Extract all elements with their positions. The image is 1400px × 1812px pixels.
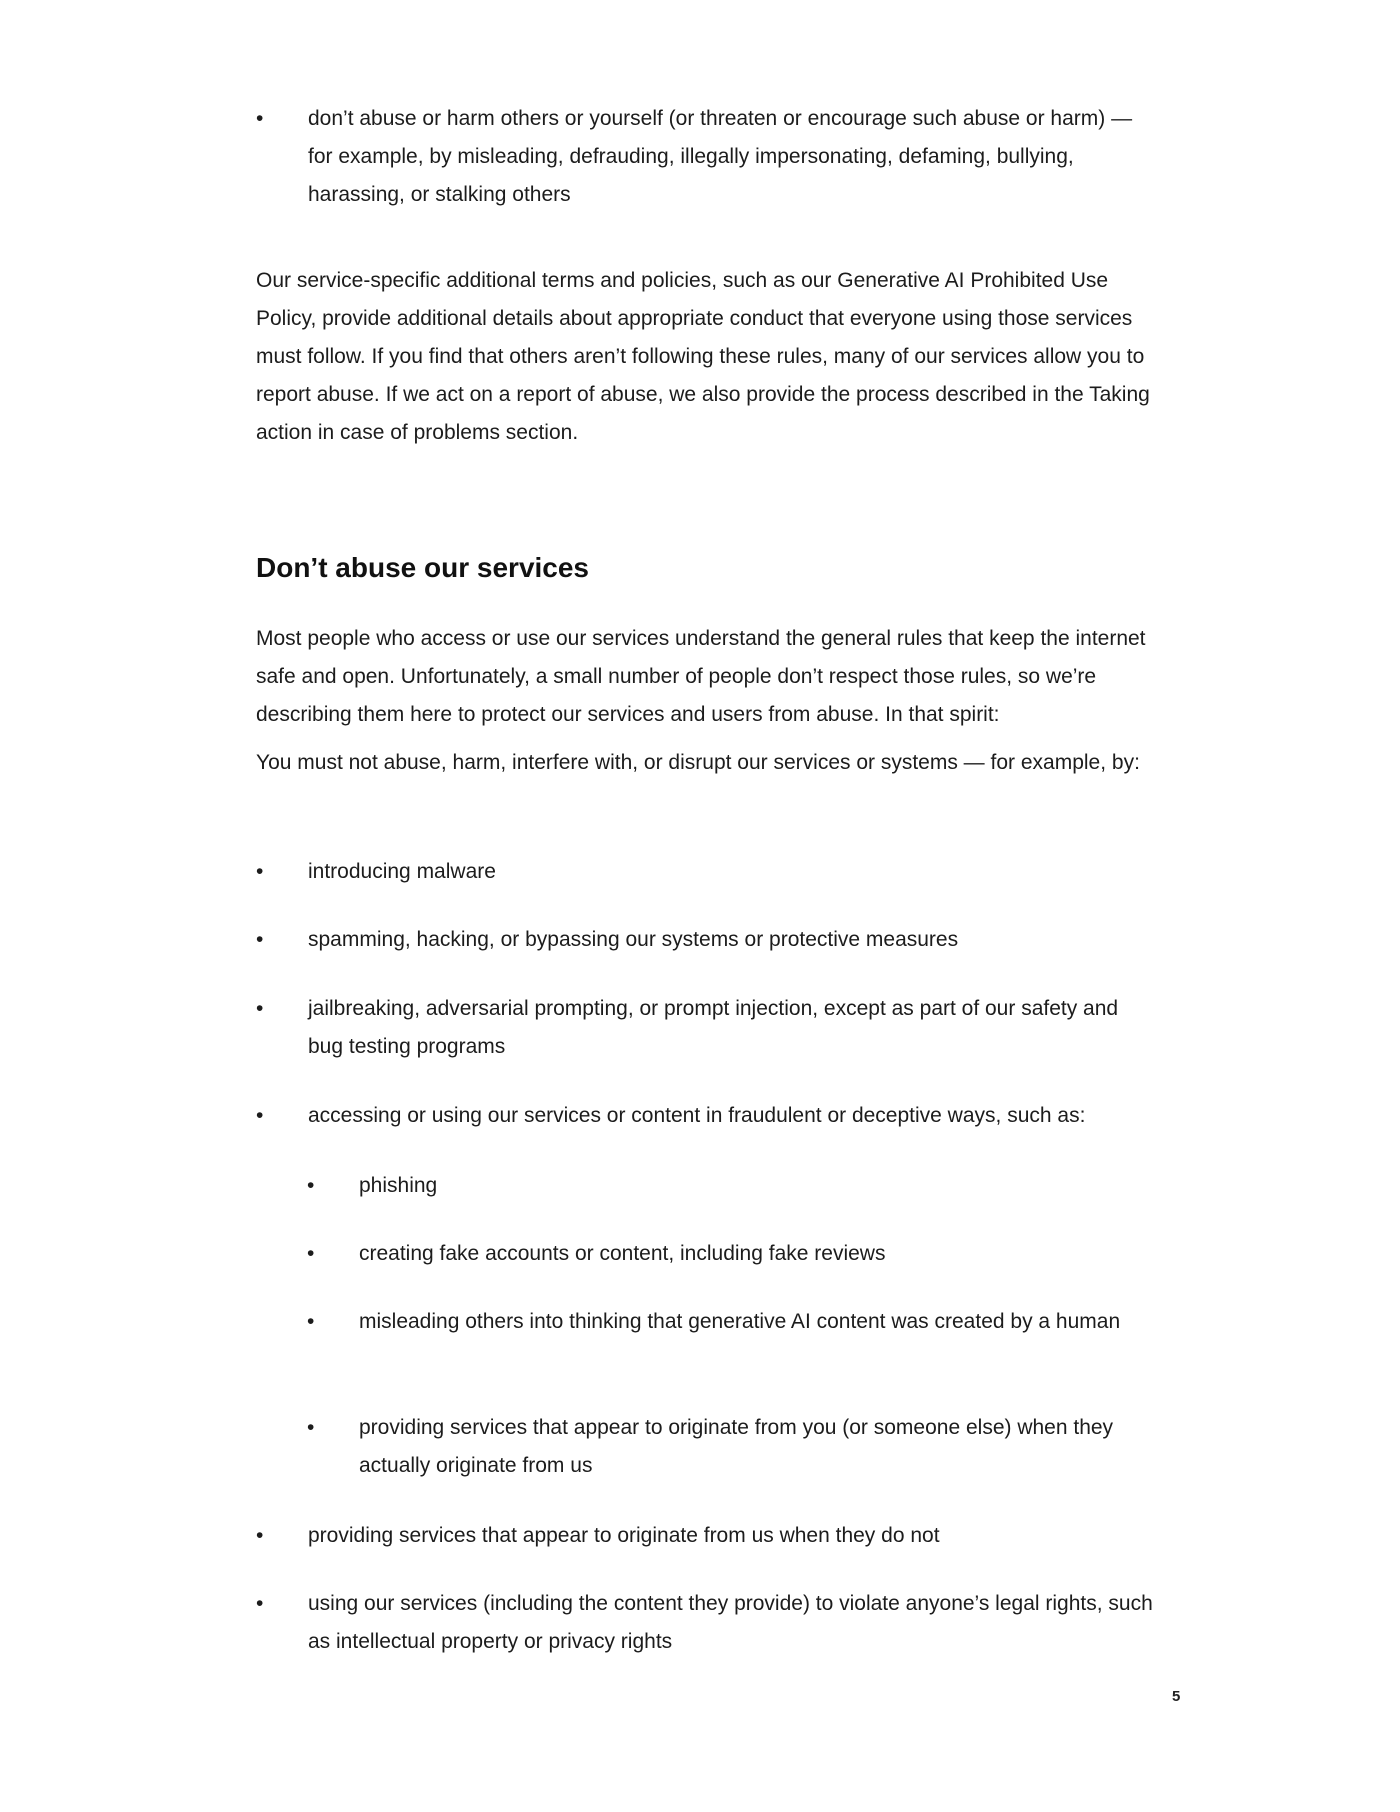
sub-list-item-text: misleading others into thinking that generative AI content was created by a human bbox=[359, 1310, 1121, 1333]
bullet-glyph: • bbox=[256, 1104, 264, 1127]
sub-list-item bbox=[307, 1235, 1157, 1273]
section-heading: Don’t abuse our services bbox=[256, 552, 590, 583]
list-item-text: don’t abuse or harm others or yourself (or threaten or encourage such abuse or harm) — for example, by misleading, defrauding, illegally impersonating, defaming, bullying, harassing, or stalking others bbox=[308, 107, 1133, 206]
list-item bbox=[256, 1517, 1156, 1555]
list-item-text: jailbreaking, adversarial prompting, or prompt injection, except as part of our safety and bug testing programs bbox=[308, 997, 1119, 1058]
section-lead-paragraph: You must not abuse, harm, interfere with, or disrupt our services or systems — for example, by: bbox=[256, 751, 1140, 774]
list-item bbox=[256, 1585, 1156, 1661]
sub-list-item bbox=[307, 1303, 1157, 1341]
bullet-glyph: • bbox=[256, 997, 264, 1020]
list-item bbox=[256, 921, 1156, 959]
list-item bbox=[256, 853, 1156, 891]
sub-list-item bbox=[307, 1167, 1157, 1205]
bullet-glyph: • bbox=[307, 1416, 315, 1439]
list-item-text: providing services that appear to originate from us when they do not bbox=[308, 1524, 940, 1547]
bullet-glyph: • bbox=[256, 928, 264, 951]
page-number: 5 bbox=[1172, 1688, 1181, 1705]
bullet-glyph: • bbox=[307, 1174, 315, 1197]
bullet-glyph: • bbox=[307, 1310, 315, 1333]
list-item bbox=[256, 100, 1156, 214]
sub-list-item-text: providing services that appear to originate from you (or someone else) when they actually originate from us bbox=[359, 1416, 1114, 1477]
list-item-text: spamming, hacking, or bypassing our systems or protective measures bbox=[308, 928, 959, 951]
list-item bbox=[256, 1097, 1156, 1135]
bullet-glyph: • bbox=[307, 1242, 315, 1265]
list-item-text: accessing or using our services or content in fraudulent or deceptive ways, such as: bbox=[308, 1104, 1086, 1127]
sub-list-item-text: phishing bbox=[359, 1174, 438, 1197]
bullet-glyph: • bbox=[256, 860, 264, 883]
sub-list-item-text: creating fake accounts or content, including fake reviews bbox=[359, 1242, 886, 1265]
policy-paragraph: Our service-specific additional terms and policies, such as our Generative AI Prohibited Use Policy, provide additional details about appropriate conduct that everyone using those services must follow. If you find that others aren’t following these rules, many of our services allow you to report abuse. If we act on a report of abuse, we also provide the process described in the Taking action in case of problems section. bbox=[256, 269, 1150, 444]
list-item bbox=[256, 990, 1156, 1066]
sub-list-item bbox=[307, 1409, 1157, 1485]
list-item-text: introducing malware bbox=[308, 860, 496, 883]
bullet-glyph: • bbox=[256, 1524, 264, 1547]
bullet-glyph: • bbox=[256, 107, 264, 130]
bullet-glyph: • bbox=[256, 1592, 264, 1615]
section-intro-paragraph: Most people who access or use our services understand the general rules that keep the internet safe and open. Unfortunately, a small number of people don’t respect those rules, so we’re describing them here to protect our services and users from abuse. In that spirit: bbox=[256, 627, 1146, 726]
list-item-text: using our services (including the content they provide) to violate anyone’s legal rights, such as intellectual property or privacy rights bbox=[308, 1592, 1153, 1653]
